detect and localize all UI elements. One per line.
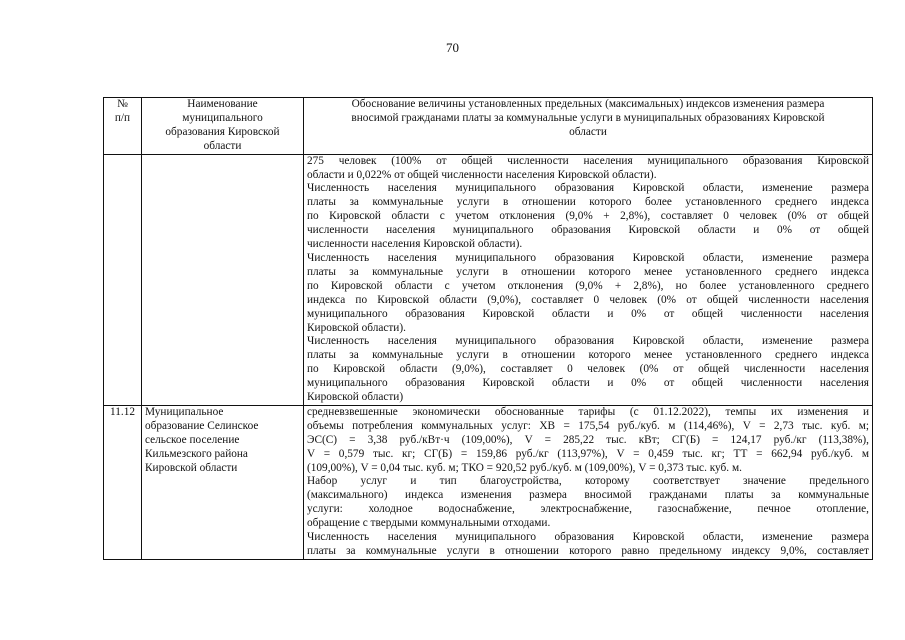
table-row xyxy=(104,405,873,559)
row-number xyxy=(104,154,142,405)
index-justification-table xyxy=(103,97,873,560)
header-justification: Обоснование величины установленных предельных (максимальных) индексов изменения размера вносимой гражданами платы за коммунальные услуги в муниципальных образованиях Кировской области xyxy=(304,98,873,155)
row-number: 11.12 xyxy=(104,405,142,559)
justification-text: средневзвешенные экономически обоснованные тарифы (с 01.12.2022), темпы их изменения и объемы потребления коммунальных услуг: ХВ = 175,54 руб./куб. м (114,46%), V = 2,73 тыс. куб. м; ЭС(С) = 3,38 руб./кВт·ч (109,00%), V = 285,22 тыс. кВт; СГ(Б) = 124,17 руб./кг (113,38%), V = 0,579 тыс. кг; СГ(Б) = 159,86 руб./кг (113,97%), V = 0,459 тыс. кг; ТТ = 662,94 руб./куб. м (109,00%), V = 0,04 тыс. куб. м; ТКО = 920,52 руб./куб. м (109,00%), V = 0,373 тыс. куб. м. Набор услуг и тип благоустройства, которому соответствует значение предельного (максимального) индекса изменения размера вносимой гражданами платы за коммунальные услуги: холодное водоснабжение, электроснабжение, газоснабжение, печное отопление, обращение с твердыми коммунальными отходами. Численность населения муниципального образования Кировской области, изменение размера платы за коммунальные услуги в отношении которого равно предельному индексу 9,0%, составляет xyxy=(304,405,873,559)
header-number: № п/п xyxy=(104,98,142,155)
municipality-name: Муниципальное образование Селинское сельское поселение Кильмезского района Кировской области xyxy=(142,405,304,559)
table-row xyxy=(104,154,873,405)
page-number: 70 xyxy=(446,40,459,55)
table-header-row xyxy=(104,98,873,155)
header-municipality-name: Наименование муниципального образования Кировской области xyxy=(142,98,304,155)
justification-text: 275 человек (100% от общей численности населения муниципального образования Кировской области и 0,022% от общей численности населения Кировской области). Численность населения муниципального образования Кировской области, изменение размера платы за коммунальные услуги в отношении которого более установленного среднего индекса по Кировской области с учетом отклонения (9,0% + 2,8%), составляет 0 человек (0% от общей численности населения муниципального образования Кировской области и 0% от общей численности населения Кировской области). Численность населения муниципального образования Кировской области, изменение размера платы за коммунальные услуги в отношении которого менее установленного среднего индекса по Кировской области с учетом отклонения (9,0% + 2,8%), но более установленного среднего индекса по Кировской области (9,0%), составляет 0 человек (0% от общей численности населения муниципального образования Кировской области и 0% от общей численности населения Кировской области). Численность населения муниципального образования Кировской области, изменение размера платы за коммунальные услуги в отношении которого менее установленного среднего индекса по Кировской области (9,0%), составляет 0 человек (0% от общей численности населения муниципального образования Кировской области и 0% от общей численности населения Кировской области) xyxy=(304,154,873,405)
municipality-name xyxy=(142,154,304,405)
